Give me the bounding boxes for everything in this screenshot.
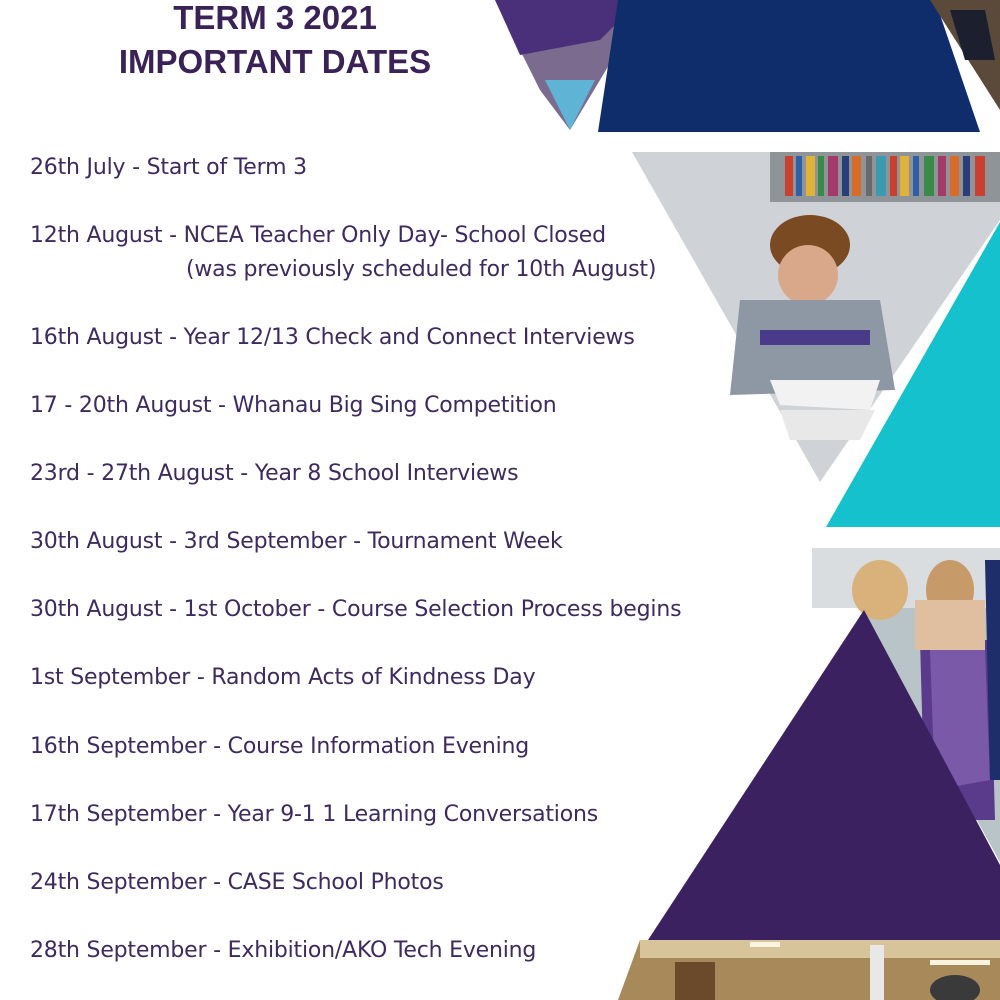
event-note: (was previously scheduled for 10th August) (186, 257, 657, 282)
event-item: 28th September - Exhibition/AKO Tech Evening (30, 938, 537, 963)
event-item: 17th September - Year 9-1 1 Learning Conversations (30, 802, 598, 827)
event-item: 16th August - Year 12/13 Check and Connect Interviews (30, 325, 635, 350)
navy-triangle (598, 0, 980, 132)
event-item: 24th September - CASE School Photos (30, 870, 444, 895)
workshop-photo-bottom (618, 940, 1000, 1000)
event-item: 30th August - 1st October - Course Selection Process begins (30, 597, 682, 622)
event-item: 26th July - Start of Term 3 (30, 155, 307, 180)
event-item: 16th September - Course Information Evening (30, 734, 530, 759)
event-item: 1st September - Random Acts of Kindness Day (30, 665, 536, 690)
page-title-line-1: TERM 3 2021 (173, 0, 377, 36)
event-item: 23rd - 27th August - Year 8 School Interviews (30, 461, 519, 486)
event-item: 12th August - NCEA Teacher Only Day- School Closed (30, 223, 606, 248)
page-title-line-2: IMPORTANT DATES (118, 43, 432, 80)
event-item: 17 - 20th August - Whanau Big Sing Competition (30, 393, 557, 418)
event-item: 30th August - 3rd September - Tournament Week (30, 529, 563, 554)
